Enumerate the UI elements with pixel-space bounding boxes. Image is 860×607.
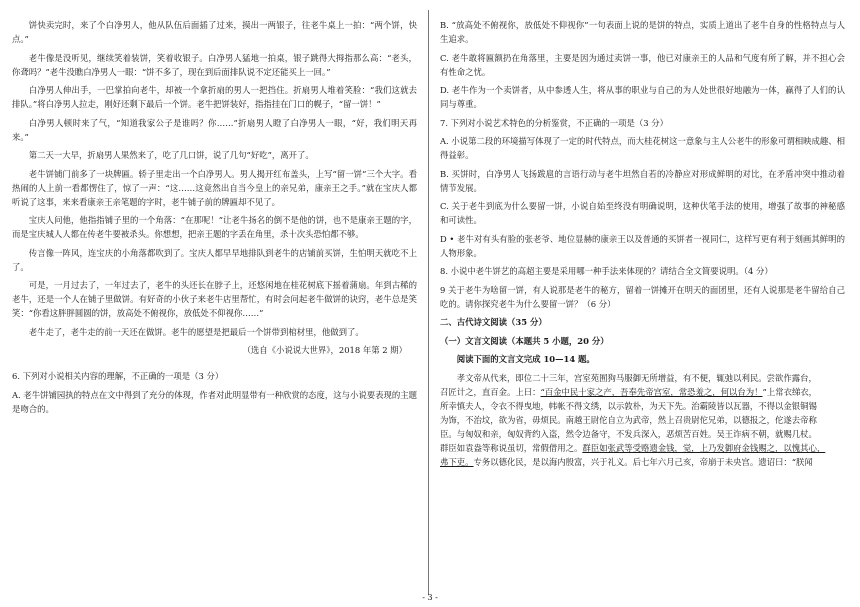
right-column (440, 18, 845, 469)
question-6-option-b: B. “放高处不俯视你，放低处不仰视你”一句表面上说的是饼的特点，实质上道出了老牛自身的性格特点与人生追求。 (440, 20, 845, 44)
question-6-option-a: A. 老牛饼铺园执的特点在文中得到了充分的体现，作者对此明显带有一种欣赏的态度，这与小说要表现的主题是吻合的。 (12, 389, 417, 414)
question-7-option-d: D • 老牛对有头有脸的张老爷、地位显赫的康亲王以及普通的买饼者一视同仁，这样写更有利于刻画其鲜明的人物形象。 (440, 233, 845, 258)
passage-text: 召匠计之，直百金。上曰： (440, 386, 541, 397)
page-number: - 3 - (422, 593, 438, 602)
passage-line (440, 455, 845, 469)
question-9: 9 关于老牛为啥留一饼，有人说那是老牛的秘方，留着一饼摊开在明天的面团里，还有人说那是老牛留给自己吃的。请你探究老牛为什么要留一饼？（6 分） (440, 284, 845, 309)
story-paragraph: 老牛饼铺门前多了一块牌匾。轿子里走出一个白净男人。男人揭开红布盖头，上写“留一饼”三个大字。看热闹的人上前一看都愣住了，惊了一声：“这……这竟然出自当今皇上的亲兄弟，康亲王之手。”就在宝庆人都听说了这事，来来看康亲王亲笔题的字时，老牛铺子前的牌匾却不见了。 (12, 168, 417, 207)
story-paragraph: 饼快卖完时，来了个白净男人，他从队伍后面插了过来，摸出一两银子，往老牛桌上一拍：“两个饼，快点。” (12, 20, 417, 44)
passage-line (440, 441, 845, 455)
story-paragraph: 宝庆人问他，他指指铺子里的一个角落：“在那呢！”让老牛扬名的倒不是他的饼，也不是康亲王题的字，而是宝庆城人人都在传老牛要被杀头。你想想，把亲王题的字丢在角里，杀十次头恐怕都不够。 (12, 215, 417, 239)
question-6-stem: 6. 下列对小说相关内容的理解，不正确的一项是（3 分） (12, 371, 224, 381)
section-heading: 二、古代诗文阅读（35 分） (440, 317, 547, 327)
story-paragraph: 可是，一月过去了，一年过去了，老牛的头还长在脖子上，还悠闲地在桂花树底下摇着蒲扇。年到古稀的老牛，还是一个人在铺子里做饼。有好奇的小伙子来老牛店里帮忙，有时会问起老牛做饼的诀窍，老牛总是笑笑：“你看这胖胖圆圆的饼，放高处不俯视你，放低处不仰视你……” (12, 280, 417, 318)
underlined-sentence: “百金中民十家之产，吾奉先帝宫室，常恐羞之，何以台为！ (540, 386, 763, 397)
question-7-option-c: C. 关于老牛到底为什么要留一饼，小说自始至终没有明确说明，这种伏笔手法的使用，增强了故事的神秘感和可读性。 (440, 201, 845, 225)
question-7-option-a: A. 小说第二段的环境描写体现了一定的时代特点，而大桂花树这一意象与主人公老牛的形象可谓相映成趣、相得益彰。 (440, 136, 845, 160)
passage-line (440, 385, 845, 399)
question-7-stem: 7. 下列对小说艺术特色的分析鉴赏，不正确的一项是（3 分） (440, 117, 669, 128)
underlined-sentence: 弗下吏。 (440, 456, 474, 467)
story-paragraph: 老牛像是没听见，继续笑着装饼，笑着收银子。白净男人猛地一拍桌，银子跳得大拇指那么高：“老头，你聋吗？”老牛没瞧白净男人一眼：“饼不多了，现在到后面排队说不定还能买上一回。” (12, 52, 417, 77)
story-paragraph: 白净男人顿时来了气，“知道我家公子是谁吗？你……”折扇男人瞪了白净男人一眼，“好，我们明天再来。” (12, 117, 417, 142)
left-column (12, 18, 417, 420)
reading-instruction: 阅读下面的文言文完成 10—14 题。 (456, 354, 595, 364)
passage-line: 臣。与匈奴和亲，匈奴背约入盗，然令边备守，不发兵深入，恶烦苦百姓。吴王诈病不朝，就赐几杖。 (440, 428, 817, 439)
story-paragraph: 老牛走了，老牛走的前一天还在做饼。老牛的愿望是把最后一个饼带到棺材里，他做到了。 (28, 326, 364, 337)
passage-line: 所幸慎夫人，令衣不得曳地，帏帐不得文绣，以示敦朴，为天下先。治霸陵皆以瓦器，不得以金银铜锡 (440, 400, 817, 411)
story-paragraph: 传言像一阵风，连宝庆的小角落都吹到了。宝庆人都早早地排队到老牛的店铺前买饼，生怕明天就吃不上了。 (12, 247, 417, 272)
underlined-sentence: 群臣如张武等受赂遗金钱，觉，上乃发御府金钱赐之，以愧其心， (582, 442, 826, 453)
question-6-option-c: C. 老牛敢将匾额扔在角落里，主要是因为通过卖饼一事，他已对康亲王的人品和气度有所了解，并不担心会有性命之忧。 (440, 52, 845, 77)
passage-text: ”上常衣绨衣， (762, 386, 818, 397)
column-divider (428, 10, 429, 595)
passage-text: 专务以德化民，是以海内殷富，兴于礼义。后七年六月己亥，帝崩于未央宫。遗诏曰：“朕闻 (473, 456, 813, 467)
classical-chinese-passage (440, 371, 845, 469)
question-6-option-d: D. 老牛作为一个卖饼者，从中参透人生，将从事的职业与自己的为人处世很好地融为一体，赢得了人们的认同与尊重。 (440, 85, 845, 109)
question-7-option-b: B. 买饼时，白净男人飞扬跋扈的言语行动与老牛坦然自若的冷静应对形成鲜明的对比，在矛盾冲突中推动着情节发展。 (440, 168, 845, 193)
story-paragraph: 白净男人伸出手，一巴掌拍向老牛，却被一个拿折扇的男人一把挡住。折扇男人堆着笑脸：“我们这就去排队。”将白净男人拉走，刚好还剩下最后一个饼。老牛把饼装好，指指挂在门口的幌子，“留一饼！” (12, 85, 417, 109)
story-paragraph: 第二天一大早，折扇男人果然来了，吃了几口饼，说了几句“好吃”，离开了。 (28, 150, 314, 160)
question-8: 8. 小说中老牛饼艺的高超主要是采用哪一种手法来体现的？请结合全文简要说明。（4 分） (440, 266, 773, 276)
passage-line: 为饰，不治坟，欲为省，毋烦民。南越王尉佗自立为武帝，然上召贵尉佗兄弟，以德报之，佗遂去帝称 (440, 414, 817, 425)
passage-text: 群臣如袁盎等称说虽切，常假借用之。 (440, 442, 583, 453)
subsection-heading: （一）文言文阅读（本题共 5 小题，20 分） (440, 335, 609, 346)
passage-line: 孝文帝从代来，即位二十三年，宫室苑囿狗马服御无所增益，有不便，辄弛以利民。尝欲作露台， (456, 372, 817, 383)
story-source: （选自《小说说大世界》，2018 年第 2 期） (242, 345, 407, 355)
